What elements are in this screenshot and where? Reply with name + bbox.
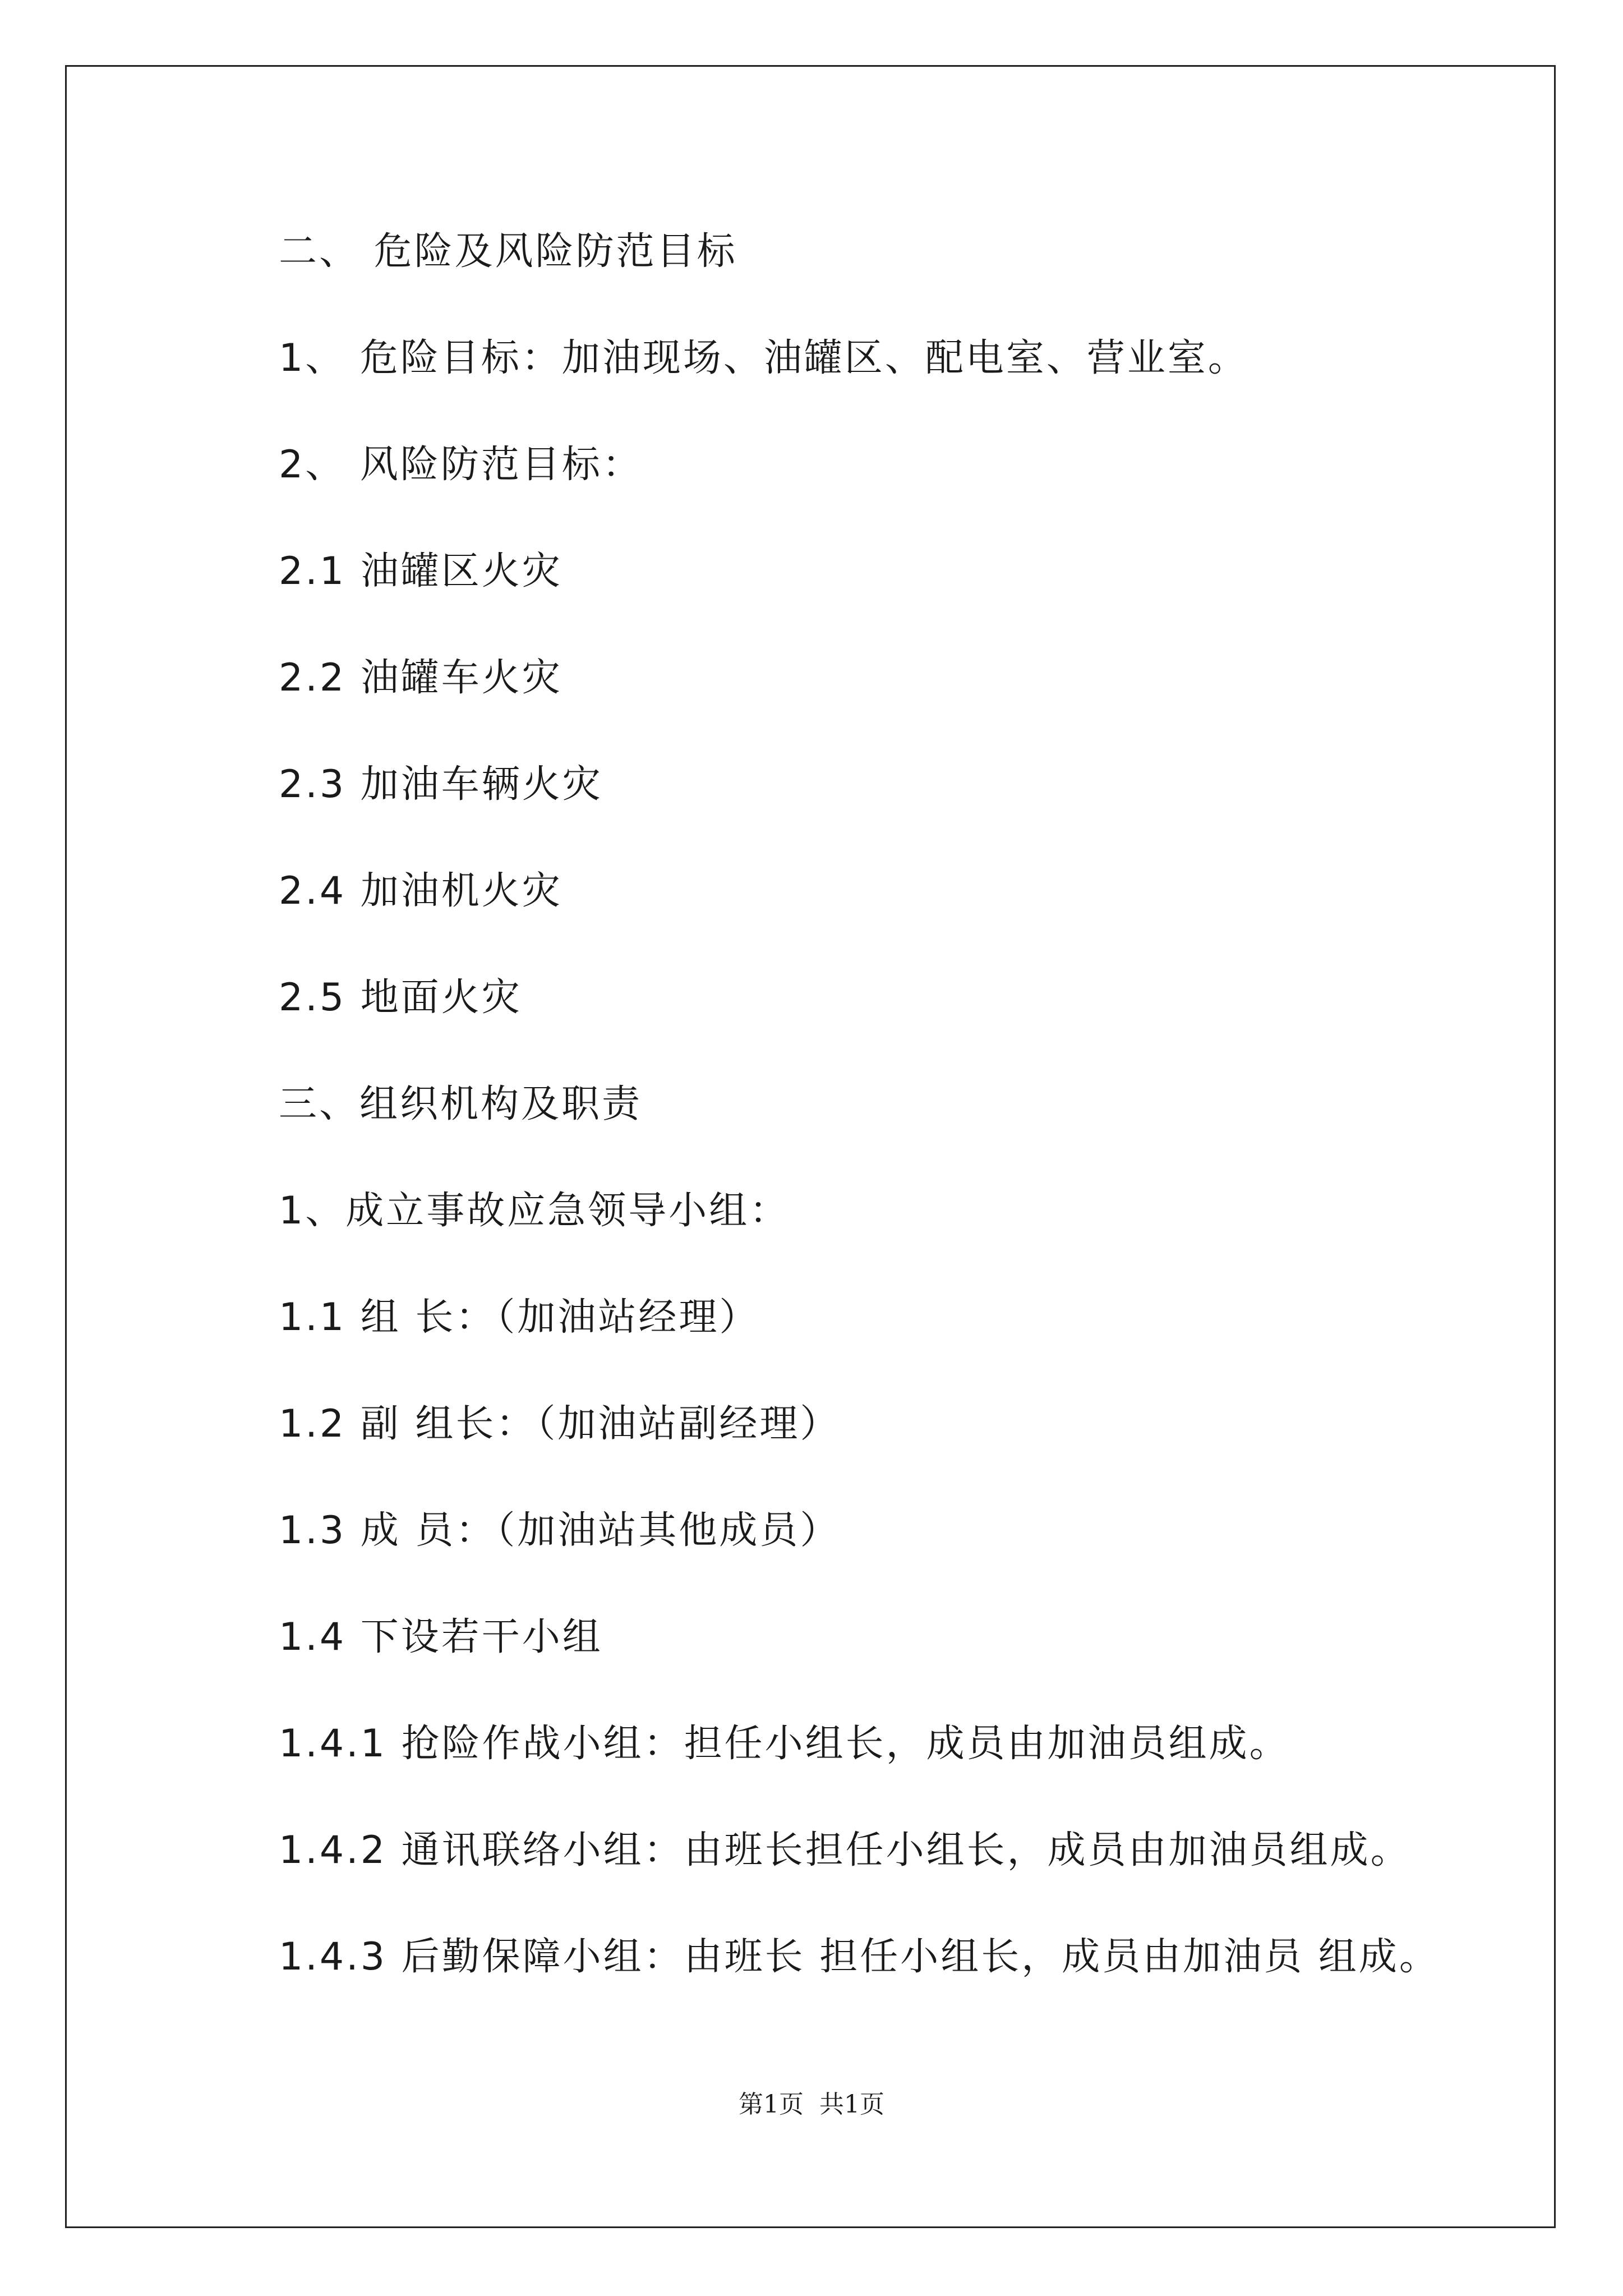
list-item-2-2: 2.2 油罐车火灾 (279, 656, 562, 700)
list-item-1-4-3: 1.4.3 后勤保障小组：由班长 担任小组长，成员由加油员 组成。 (279, 1935, 1440, 1979)
page-number-footer: 第1页 共1页 (739, 2090, 884, 2119)
list-item-1-4-2: 1.4.2 通讯联络小组：由班长担任小组长，成员由加油员组成。 (279, 1828, 1411, 1872)
list-item-2-1: 2.1 油罐区火灾 (279, 549, 562, 593)
list-item-1-2: 1.2 副 组长：（加油站副经理） (279, 1402, 841, 1446)
list-item-2-5: 2.5 地面火灾 (279, 976, 522, 1020)
list-item-2-3: 2.3 加油车辆火灾 (279, 762, 603, 807)
list-item-2-4: 2.4 加油机火灾 (279, 869, 562, 913)
list-item-1-1: 1.1 组 长：（加油站经理） (279, 1295, 760, 1340)
section-heading-organization: 三、组织机构及职责 (279, 1082, 643, 1126)
paragraph-hazard-targets: 1、 危险目标：加油现场、油罐区、配电室、营业室。 (279, 336, 1248, 380)
list-item-1-3: 1.3 成 员：（加油站其他成员） (279, 1508, 841, 1553)
paragraph-risk-prevention-targets: 2、 风险防范目标： (279, 443, 643, 487)
page-border (65, 65, 1556, 2228)
list-item-1-4-1: 1.4.1 抢险作战小组：担任小组长，成员由加油员组成。 (279, 1722, 1290, 1766)
section-heading-hazard-targets: 二、 危险及风险防范目标 (279, 229, 737, 274)
list-item-1-4: 1.4 下设若干小组 (279, 1615, 603, 1659)
paragraph-leadership-group: 1、成立事故应急领导小组： (279, 1189, 790, 1233)
